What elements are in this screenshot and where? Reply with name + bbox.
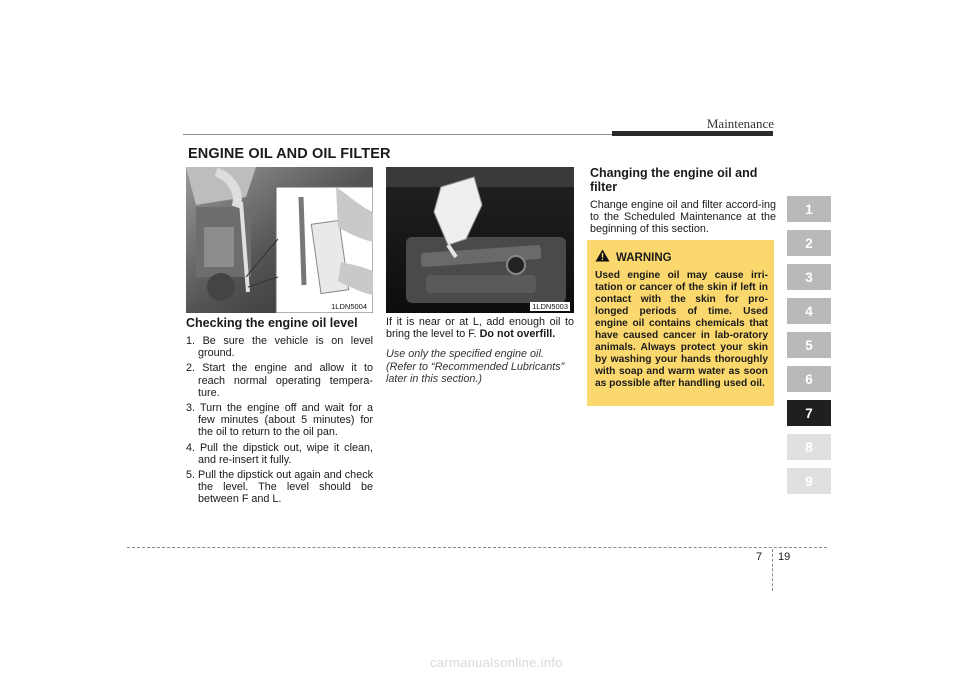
checking-oil-section [186, 316, 373, 509]
add-oil-section [386, 316, 574, 385]
dipstick-photo [186, 167, 373, 313]
list-item: 1. Be sure the vehicle is on level ground. [186, 335, 373, 360]
tab-chapter-7[interactable]: 7 [787, 400, 831, 426]
tab-chapter-8[interactable]: 8 [787, 434, 831, 460]
tab-chapter-4[interactable]: 4 [787, 298, 831, 324]
tab-chapter-9[interactable]: 9 [787, 468, 831, 494]
page-number: 19 [778, 551, 791, 563]
changing-oil-section [590, 166, 776, 244]
body-text: If it is near or at L, add enough oil to bring the level to F. [386, 316, 574, 341]
footer-rule [127, 547, 827, 548]
list-item: 2. Start the engine and allow it to reach normal operating tempera-ture. [186, 362, 373, 399]
tab-chapter-1[interactable]: 1 [787, 196, 831, 222]
list-item: 4. Pull the dipstick out, wipe it clean, and re-insert it fully. [186, 441, 373, 466]
oil-fill-photo-illustration [386, 167, 574, 313]
page-number-divider [772, 549, 773, 591]
dipstick-photo-illustration [186, 167, 373, 313]
body-paragraph [386, 316, 574, 340]
list-item: 3. Turn the engine off and wait for a few minutes (about 5 minutes) for the oil to return to the oil pan. [186, 402, 373, 439]
section-heading: Checking the engine oil level [186, 316, 358, 330]
tab-chapter-2[interactable]: 2 [787, 230, 831, 256]
body-paragraph: Change engine oil and filter accord-ing to the Scheduled Maintenance at the beginning of this section. [590, 199, 776, 236]
warning-title: WARNING [616, 252, 672, 264]
photo-caption: 1LDN5003 [532, 302, 568, 311]
warning-box [587, 240, 774, 406]
watermark: carmanualsonline.info [430, 655, 563, 670]
tab-chapter-5[interactable]: 5 [787, 332, 831, 358]
warning-text: Used engine oil may cause irri-tation or cancer of the skin if left in contact with the skin for pro-longed periods of time. Used engine oil contains chemicals that have caused cancer in lab-oratory animals. Always protect your skin by washing your hands thoroughly with soap and warm water as soon as possible after handling used oil. [595, 270, 768, 389]
section-name: Maintenance [706, 116, 774, 131]
warning-icon [595, 249, 610, 267]
steps-list [186, 335, 373, 506]
tab-chapter-3[interactable]: 3 [787, 264, 831, 290]
photo-caption: 1LDN5004 [331, 302, 367, 311]
section-heading: Changing the engine oil and filter [590, 166, 758, 194]
list-item: 5. Pull the dipstick out again and check the level. The level should be between F and L. [186, 469, 373, 506]
header-rule-accent [612, 131, 773, 136]
tab-chapter-6[interactable]: 6 [787, 366, 831, 392]
oil-fill-photo [386, 167, 574, 313]
lubricant-note: Use only the specified engine oil. (Refer to “Recommended Lubricants” later in this section.) [386, 348, 565, 385]
chapter-tabs [787, 196, 831, 502]
page-title: ENGINE OIL AND OIL FILTER [188, 146, 391, 162]
page-chapter-number: 7 [756, 551, 763, 563]
emphasis-text: Do not overfill. [479, 328, 556, 341]
